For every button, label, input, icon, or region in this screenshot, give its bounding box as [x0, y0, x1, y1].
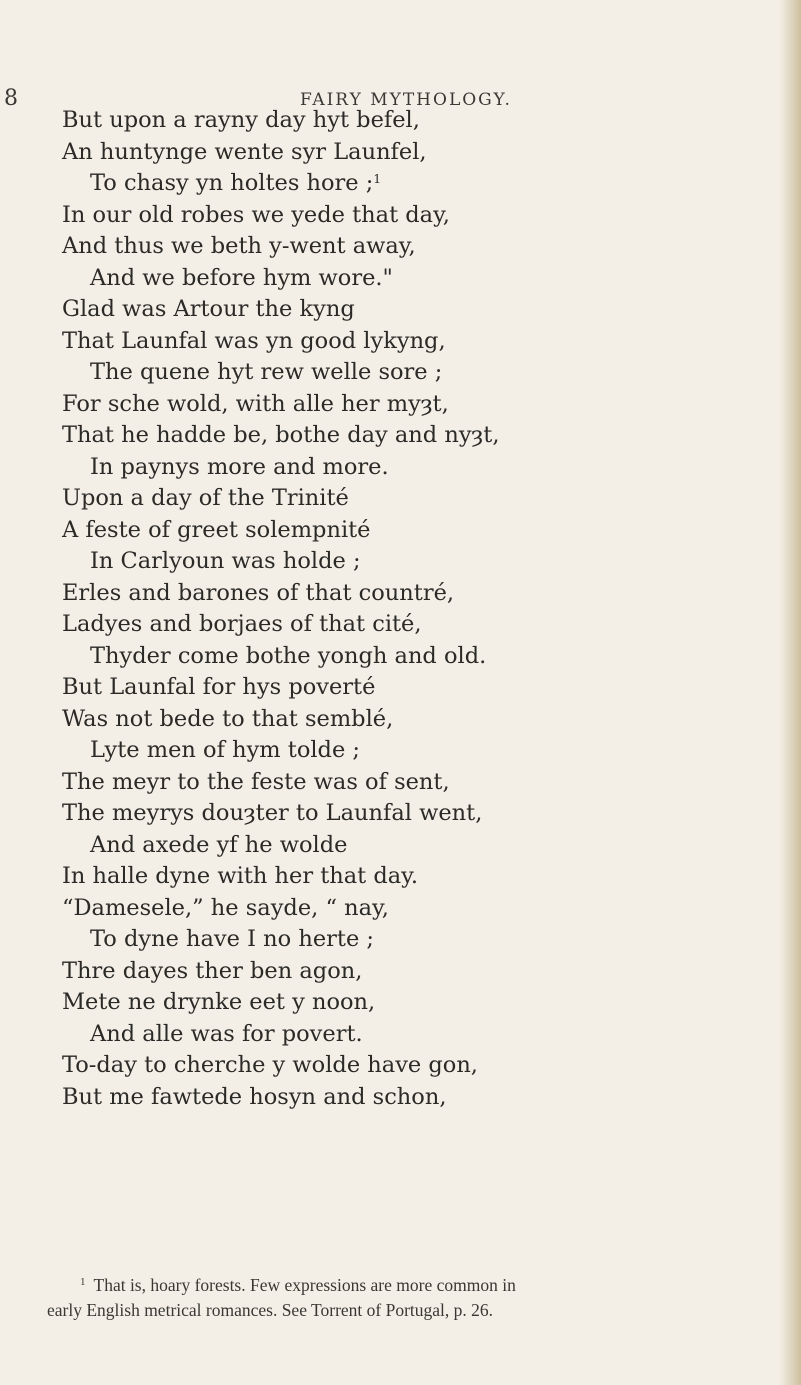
poem-line — [0, 294, 801, 326]
poem-line — [0, 798, 801, 830]
poem-line-text: An huntynge wente syr Launfel, — [62, 138, 427, 165]
page-number: 8 — [4, 86, 18, 111]
poem-line-text: Thre dayes ther ben agon, — [62, 957, 363, 984]
poem-line — [0, 578, 801, 610]
poem-line — [0, 1082, 801, 1114]
poem-line — [0, 452, 801, 484]
poem-line-text: Was not bede to that semblé, — [62, 705, 394, 732]
footnote-mark: 1 — [80, 1276, 86, 1288]
poem-line-text: And alle was for povert. — [90, 1020, 363, 1047]
poem-line-text: The meyrys douȝter to Launfal went, — [62, 800, 483, 826]
poem-line — [0, 200, 801, 232]
poem-line-text: In Carlyoun was holde ; — [90, 548, 361, 574]
poem-line — [0, 1050, 801, 1082]
poem-line-text: Erles and barones of that countré, — [62, 579, 455, 606]
poem-line-text: The quene hyt rew welle sore ; — [90, 359, 443, 385]
poem-line — [0, 137, 801, 169]
poem-line-text: To dyne have I no herte ; — [90, 926, 374, 952]
poem-line-text: Glad was Artour the kyng — [62, 296, 355, 322]
poem-line — [0, 830, 801, 862]
poem-line-text: Mete ne drynke eet y noon, — [62, 989, 376, 1015]
poem-line — [0, 893, 801, 925]
poem-line — [0, 641, 801, 673]
poem-line — [0, 105, 801, 137]
poem-line — [0, 546, 801, 578]
footnote-line — [0, 1270, 801, 1298]
poem-line — [0, 389, 801, 421]
poem-line — [0, 861, 801, 893]
poem-line — [0, 987, 801, 1019]
poem-line-text: Upon a day of the Trinité — [62, 485, 349, 511]
poem-line — [0, 735, 801, 767]
poem-line-text: That Launfal was yn good lykyng, — [62, 327, 446, 354]
footnote — [0, 1270, 801, 1323]
running-head: FAIRY MYTHOLOGY. — [300, 90, 512, 110]
poem-line-text: In paynys more and more. — [90, 453, 389, 480]
poem-line-text: The meyr to the feste was of sent, — [62, 768, 450, 795]
poem-line — [0, 1019, 801, 1051]
poem-line-text: A feste of greet solempnité — [62, 516, 371, 543]
poem-line-text: To chasy yn holtes hore ; — [90, 170, 374, 196]
poem-line-text: That he hadde be, bothe day and nyȝt, — [62, 422, 500, 448]
poem-line-text: In our old robes we yede that day, — [62, 201, 450, 228]
poem-line — [0, 231, 801, 263]
poem-line — [0, 956, 801, 988]
poem-line-text: In halle dyne with her that day. — [62, 863, 419, 889]
poem-line-text: To-day to cherche y wolde have gon, — [62, 1052, 478, 1078]
poem-line-text: But upon a rayny day hyt befel, — [62, 107, 420, 133]
poem-line-text: But me fawtede hosyn and schon, — [62, 1083, 447, 1110]
poem-line — [0, 924, 801, 956]
poem-line-text: And thus we beth y-went away, — [62, 233, 416, 259]
poem-line — [0, 483, 801, 515]
poem-line — [0, 326, 801, 358]
footnote-ref: 1 — [373, 172, 381, 186]
poem-line — [0, 704, 801, 736]
poem-line — [0, 420, 801, 452]
poem-line-text: And axede yf he wolde — [90, 831, 348, 858]
poem-line — [0, 767, 801, 799]
poem-line-text: Ladyes and borjaes of that cité, — [62, 611, 422, 637]
poem-line — [0, 515, 801, 547]
poem-line — [0, 672, 801, 704]
poem-line-text: “Damesele,” he sayde, “ nay, — [62, 894, 389, 921]
poem-line-text: Thyder come bothe yongh and old. — [90, 642, 487, 669]
poem-line-text: But Launfal for hys poverté — [62, 674, 376, 700]
poem-line — [0, 357, 801, 389]
footnote-line: early English metrical romances. See Torrent of Portugal, p. 26. — [47, 1300, 494, 1320]
footnote-text: That is, hoary forests. Few expressions are more common in — [93, 1275, 516, 1295]
poem-line-text: And we before hym wore." — [90, 264, 393, 291]
poem-text — [0, 105, 801, 1113]
poem-line — [0, 263, 801, 295]
poem-line — [0, 168, 801, 200]
poem-line-text: Lyte men of hym tolde ; — [90, 737, 361, 763]
poem-line — [0, 609, 801, 641]
poem-line-text: For sche wold, with alle her myȝt, — [62, 390, 449, 417]
